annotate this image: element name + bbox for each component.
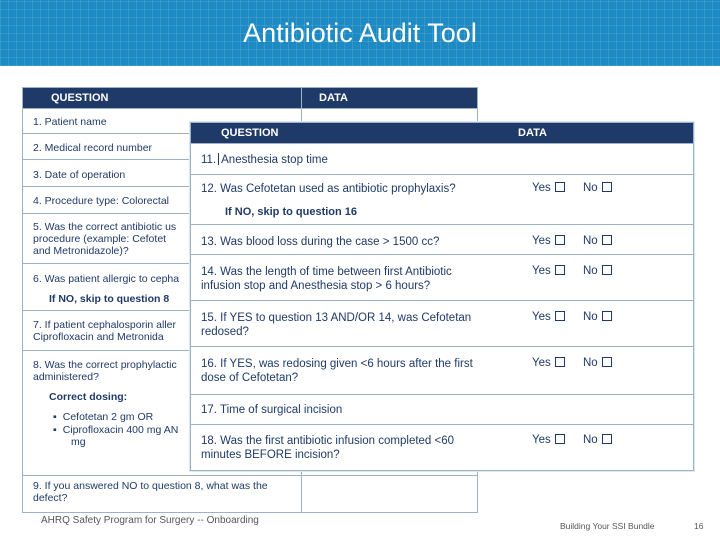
back-q5-line1: 5. Was the correct antibiotic us xyxy=(33,221,177,233)
no-label: No xyxy=(583,265,598,277)
back-q8-bullet-2: ▪ Ciprofloxacin 400 mg AN xyxy=(53,424,178,436)
front-table-header xyxy=(191,123,693,143)
checkbox-icon xyxy=(602,235,612,245)
front-q12: 12. Was Cefotetan used as antibiotic prophylaxis? xyxy=(201,183,456,195)
back-header-data: DATA xyxy=(319,92,348,104)
front-header-question: QUESTION xyxy=(221,127,279,139)
back-q6-skip-note: If NO, skip to question 8 xyxy=(49,293,170,305)
back-header-question: QUESTION xyxy=(51,92,109,104)
yes-label: Yes xyxy=(532,434,551,446)
q16-yes-checkbox[interactable] xyxy=(532,357,565,369)
table-row xyxy=(23,475,477,513)
back-q5-line3: and Metronidazole)? xyxy=(33,245,129,257)
yes-label: Yes xyxy=(532,265,551,277)
back-q2: 2. Medical record number xyxy=(33,142,153,154)
no-label: No xyxy=(583,311,598,323)
front-q17: 17. Time of surgical incision xyxy=(201,404,343,416)
back-q8-bullet-2-cont: mg xyxy=(71,436,86,448)
checkbox-icon xyxy=(555,434,565,444)
yes-label: Yes xyxy=(532,357,551,369)
front-q11-number: 11. xyxy=(201,154,217,166)
checkbox-icon xyxy=(555,357,565,367)
checkbox-icon xyxy=(555,265,565,275)
q14-no-checkbox[interactable] xyxy=(583,265,612,277)
front-q15-line2: redosed? xyxy=(201,326,249,338)
table-row xyxy=(191,394,693,425)
checkbox-icon xyxy=(602,182,612,192)
yes-label: Yes xyxy=(532,311,551,323)
front-audit-table xyxy=(190,122,694,471)
checkbox-icon xyxy=(602,311,612,321)
front-q16-line2: dose of Cefotetan? xyxy=(201,372,299,384)
front-q11-text: Anesthesia stop time xyxy=(221,154,328,166)
front-header-data: DATA xyxy=(518,127,547,139)
slide-title: Antibiotic Audit Tool xyxy=(243,18,477,48)
no-label: No xyxy=(583,235,598,247)
q15-no-checkbox[interactable] xyxy=(583,311,612,323)
front-q14-line1: 14. Was the length of time between first Antibiotic xyxy=(201,266,452,278)
back-q7-line2: Ciprofloxacin and Metronida xyxy=(33,331,164,343)
footer-right-text: Building Your SSI Bundle xyxy=(560,521,655,531)
checkbox-icon xyxy=(602,265,612,275)
front-q13: 13. Was blood loss during the case > 1500 cc? xyxy=(201,236,440,248)
checkbox-icon xyxy=(602,357,612,367)
footer-left-text: AHRQ Safety Program for Surgery -- Onboarding xyxy=(41,515,259,526)
front-q18-line1: 18. Was the first antibiotic infusion completed <60 xyxy=(201,435,455,447)
table-row xyxy=(191,254,693,301)
front-q14-line2: infusion stop and Anesthesia stop > 6 hours? xyxy=(201,280,431,292)
table-row xyxy=(191,174,693,225)
checkbox-icon xyxy=(555,182,565,192)
back-q6: 6. Was patient allergic to cepha xyxy=(33,273,180,285)
table-row xyxy=(191,143,693,175)
q15-yes-checkbox[interactable] xyxy=(532,311,565,323)
table-row xyxy=(191,346,693,395)
front-q12-skip-note: If NO, skip to question 16 xyxy=(225,206,358,218)
no-label: No xyxy=(583,357,598,369)
q18-no-checkbox[interactable] xyxy=(583,434,612,446)
q13-no-checkbox[interactable] xyxy=(583,235,612,247)
back-q4: 4. Procedure type: Colorectal xyxy=(33,195,169,207)
back-q1: 1. Patient name xyxy=(33,116,107,128)
front-q11 xyxy=(201,153,328,167)
table-row xyxy=(191,424,693,471)
back-header-divider xyxy=(301,88,302,108)
checkbox-icon xyxy=(555,235,565,245)
no-label: No xyxy=(583,434,598,446)
front-q18-line2: minutes BEFORE incision? xyxy=(201,449,340,461)
back-q9-line1: 9. If you answered NO to question 8, what was the xyxy=(33,480,268,492)
back-q8-dosing-label: Correct dosing: xyxy=(49,391,128,403)
text-cursor xyxy=(218,153,219,165)
checkbox-icon xyxy=(602,434,612,444)
q12-no-checkbox[interactable] xyxy=(583,182,612,194)
q18-yes-checkbox[interactable] xyxy=(532,434,565,446)
page-number: 16 xyxy=(694,521,704,531)
front-q15-line1: 15. If YES to question 13 AND/OR 14, was Cefotetan xyxy=(201,312,472,324)
no-label: No xyxy=(583,182,598,194)
back-q3: 3. Date of operation xyxy=(33,169,126,181)
back-q5-line2: procedure (example: Cefotet xyxy=(33,233,167,245)
back-q8-bullet-1: ▪ Cefotetan 2 gm OR xyxy=(53,411,153,423)
q13-yes-checkbox[interactable] xyxy=(532,235,565,247)
yes-label: Yes xyxy=(532,235,551,247)
q12-yes-checkbox[interactable] xyxy=(532,182,565,194)
checkbox-icon xyxy=(555,311,565,321)
yes-label: Yes xyxy=(532,182,551,194)
table-row xyxy=(191,224,693,255)
q16-no-checkbox[interactable] xyxy=(583,357,612,369)
back-q8-line1: 8. Was the correct prophylactic xyxy=(33,359,177,371)
back-q9-line2: defect? xyxy=(33,492,68,504)
q14-yes-checkbox[interactable] xyxy=(532,265,565,277)
back-table-header xyxy=(23,88,477,108)
back-q7-line1: 7. If patient cephalosporin aller xyxy=(33,319,177,331)
back-q8-line2: administered? xyxy=(33,371,99,383)
front-q16-line1: 16. If YES, was redosing given <6 hours after the first xyxy=(201,358,473,370)
table-row xyxy=(191,300,693,347)
